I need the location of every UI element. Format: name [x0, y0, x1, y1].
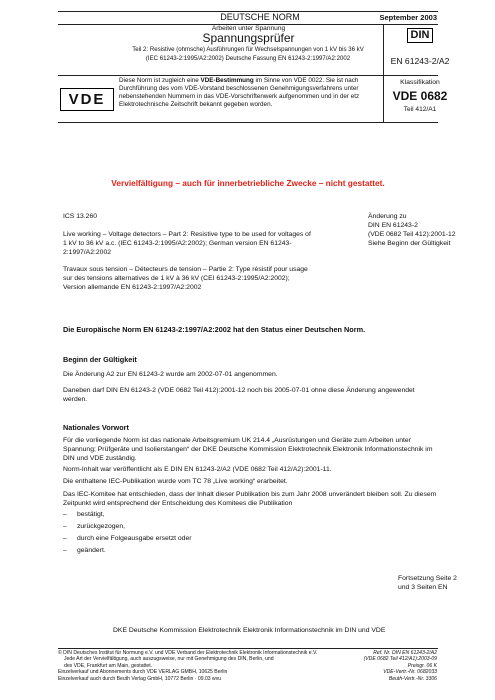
- vde-statement: [119, 77, 381, 109]
- amendment-line-4: Siehe Beginn der Gültigkeit: [368, 240, 451, 247]
- validity-heading: Beginn der Gültigkeit: [63, 355, 137, 364]
- din-logo: DIN: [407, 28, 433, 43]
- french-title: Travaux sous tension – Détecteurs de tension – Partie 2: Type résistif pour usage sur des tensions alternatives de 1 kV à 36 kV (CEI 61243-2:1995/A2:2002); Version allemande EN 61243-2:1997/A2:2002: [63, 266, 308, 291]
- status-statement: Die Europäische Norm EN 61243-2:1997/A2:2002 hat den Status einer Deutschen Norm.: [63, 325, 366, 334]
- vde-statement-suffix: im Sinne von VDE 0022. Sie ist nach Durchführung des vom VDE-Vorstand beschlossenen Genehmigungsverfahrens unter nebenstehenden Nummern in das VDE-Vorschriftenwerk aufgenommen und in der etz Elektrotechnische Zeitschrift bekannt gegeben worden.: [119, 77, 360, 108]
- footer-vde-ref: (VDE 0682 Teil 412/A1):2003-09: [363, 656, 437, 663]
- subtitle-line-1: Teil 2: Resistive (ohmsche) Ausführungen für Wechselspannungen von 1 kV bis 36 kV: [132, 46, 364, 53]
- reproduction-warning: Vervielfältigung – auch für innerbetriebliche Zwecke – nicht gestattet.: [111, 178, 385, 188]
- foreword-paragraph-4: Das IEC-Komitee hat entschieden, dass der Inhalt dieser Publikation bis zum Jahr 2008 unverändert bleiben soll. Zu diesem Zeitpunkt wird entsprechend der Entscheidung des Komitees die Publikation: [63, 491, 437, 507]
- foreword-paragraph-2: Norm-Inhalt war veröffentlicht als E DIN EN 61243-2/A2 (VDE 0682 Teil 412/A2):2001-11.: [63, 466, 332, 473]
- vde-logo: [60, 88, 114, 111]
- list-item: – zurückgezogen,: [63, 522, 363, 534]
- footer-rule: [58, 648, 438, 649]
- list-item: – bestätigt,: [63, 510, 363, 522]
- continuation-line-1: Fortsetzung Seite 2: [398, 575, 457, 582]
- list-item: – durch eine Folgeausgabe ersetzt oder: [63, 534, 363, 546]
- document-title: Spannungsprüfer: [202, 31, 295, 45]
- header-divider: [383, 24, 384, 75]
- list-item: – geändert.: [63, 546, 363, 558]
- foreword-paragraph-1: Für die vorliegende Norm ist das nationale Arbeitsgremium UK 214.4 „Ausrüstungen und Geräte zum Arbeiten unter Spannung; Prüfgeräte und Isolierstangen“ der DKE Deutsche Kommission Elektrotechnik Elektronik Informationstechnik im DIN und VDE zuständig.: [63, 437, 433, 462]
- validity-paragraph-2: Daneben darf DIN EN 61243-2 (VDE 0682 Teil 412):2001-12 noch bis 2005-07-01 ohne diese Änderung angewendet werden.: [63, 387, 415, 403]
- amendment-note: [368, 212, 488, 248]
- vde-statement-prefix: Diese Norm ist zugleich eine: [119, 77, 201, 84]
- classification-part: Teil 412/A1: [403, 106, 437, 113]
- header-bottom-rule: [58, 75, 438, 76]
- foreword-paragraph-3: Die enthaltene IEC-Publikation wurde vom TC 78 „Live working“ erarbeitet.: [63, 478, 288, 485]
- subtitle-line-2: (IEC 61243-2:1995/A2:2002) Deutsche Fassung EN 61243-2:1997/A2:2002: [145, 55, 351, 62]
- continuation-note: [398, 574, 488, 592]
- footer-left-line-3: des VDE, Frankfurt am Main, gestattet.: [64, 662, 153, 669]
- amendment-line-2: DIN EN 61243-2: [368, 222, 418, 229]
- vde-divider: [383, 75, 384, 122]
- footer-price-group: Preisgr. 06 K: [407, 662, 437, 669]
- classification-number: VDE 0682: [392, 89, 448, 103]
- classification-label: Klassifikation: [400, 79, 440, 86]
- ics-code: ICS 13.260: [63, 213, 98, 220]
- english-title: Live working – Voltage detectors – Part 2: Resistive type to be used for voltages of 1 kV to 36 kV a.c. (IEC 61243-2:1995/A2:2002); German version EN 61243-2:1997/A2:2002: [63, 231, 311, 256]
- foreword-heading: Nationales Vorwort: [63, 423, 129, 432]
- footer-copyright: [58, 650, 358, 682]
- footer-vde-contract: VDE-Vertr.-Nr. 0682033: [383, 669, 437, 676]
- norm-type: DEUTSCHE NORM: [220, 12, 300, 22]
- footer-left-line-1: © DIN Deutsches Institut für Normung e.V. und VDE Verband der Elektrotechnik Elektronik Informationstechnik e.V.: [58, 650, 318, 656]
- vde-bottom-rule: [58, 122, 438, 123]
- footer-reference: [364, 650, 437, 682]
- footer-left-line-5: Einzelverkauf auch durch Beuth Verlag GmbH, 10772 Berlin · 09.03 wvu: [58, 675, 222, 682]
- footer-beuth-contract: Beuth-Vertr.-Nr. 3306: [388, 675, 437, 682]
- vde-statement-bold: VDE-Bestimmung: [200, 77, 254, 84]
- vde-logo-text: VDE: [68, 91, 106, 108]
- issue-date: September 2003: [379, 13, 437, 22]
- category-line: Arbeiten unter Spannung: [211, 25, 286, 32]
- document-number: EN 61243-2/A2: [390, 56, 450, 66]
- validity-paragraph-1: Die Änderung A2 zur EN 61243-2 wurde am 2002-07-01 angenommen.: [63, 371, 278, 378]
- continuation-line-2: und 3 Seiten EN: [398, 584, 448, 591]
- footer-left-line-2: Jede Art der Vervielfältigung, auch auszugsweise, nur mit Genehmigung des DIN, Berlin, und: [64, 656, 274, 663]
- amendment-line-3: (VDE 0682 Teil 412):2001-12: [368, 231, 456, 238]
- footer-left-line-4: Einzelverkauf und Abonnements durch VDE VERLAG GMBH, 10625 Berlin: [58, 669, 228, 676]
- publication-options-list: [63, 510, 363, 558]
- dke-line: DKE Deutsche Kommission Elektrotechnik Elektronik Informationstechnik im DIN und VDE: [113, 627, 386, 634]
- amendment-line-1: Änderung zu: [368, 213, 407, 220]
- footer-ref-number: Ref. Nr. DIN EN 61243-2/A2: [373, 650, 437, 656]
